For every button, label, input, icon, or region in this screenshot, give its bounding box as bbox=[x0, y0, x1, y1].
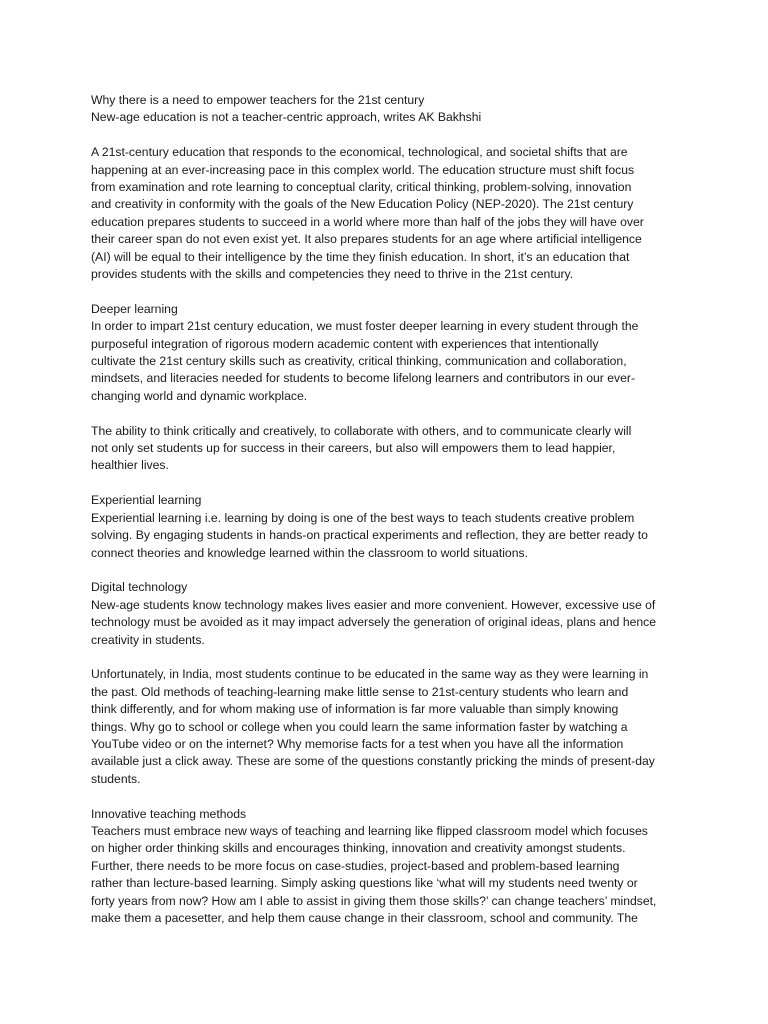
paragraph-line: education prepares students to succeed in a world where more than half of the jobs they will have over bbox=[91, 214, 644, 229]
document-page bbox=[91, 92, 681, 927]
paragraph-line: from examination and rote learning to conceptual clarity, critical thinking, problem-solving, innovation bbox=[91, 180, 632, 195]
paragraph-line: Experiential learning bbox=[91, 493, 202, 508]
paragraph-line: connect theories and knowledge learned within the classroom to world situations. bbox=[91, 545, 528, 560]
paragraph-line: things. Why go to school or college when you could learn the same information faster by watching a bbox=[91, 719, 628, 734]
paragraph-line: provides students with the skills and competencies they need to thrive in the 21st century. bbox=[91, 267, 574, 282]
paragraph bbox=[91, 301, 681, 405]
paragraph-line: healthier lives. bbox=[91, 458, 169, 473]
paragraph-line: Experiential learning i.e. learning by doing is one of the best ways to teach students creative problem bbox=[91, 510, 635, 525]
paragraph-line: their career span do not even exist yet. It also prepares students for an age where artificial intelligence bbox=[91, 232, 642, 247]
paragraph-line: creativity in students. bbox=[91, 632, 205, 647]
paragraph-line: think differently, and for whom making use of information is far more valuable than simply knowing bbox=[91, 702, 619, 717]
paragraph bbox=[91, 423, 681, 475]
paragraph-line: Deeper learning bbox=[91, 301, 178, 316]
paragraph-line: technology must be avoided as it may impact adversely the generation of original ideas, plans and hence bbox=[91, 615, 657, 630]
document-title: Why there is a need to empower teachers for the 21st century bbox=[91, 93, 425, 107]
paragraph-line: mindsets, and literacies needed for students to become lifelong learners and contributors in our ever- bbox=[91, 371, 635, 386]
paragraph-line: not only set students up for success in their careers, but also will empowers them to lead happier, bbox=[91, 441, 616, 456]
paragraph-line: The ability to think critically and creatively, to collaborate with others, and to communicate clearly will bbox=[91, 423, 632, 438]
document-body bbox=[91, 144, 681, 927]
paragraph-line: Unfortunately, in India, most students continue to be educated in the same way as they were learning in bbox=[91, 667, 649, 682]
document-header bbox=[91, 92, 681, 127]
paragraph-line: changing world and dynamic workplace. bbox=[91, 388, 308, 403]
paragraph-line: students. bbox=[91, 771, 141, 786]
paragraph-line: Digital technology bbox=[91, 580, 188, 595]
paragraph-line: and creativity in conformity with the goals of the New Education Policy (NEP-2020). The 21st century bbox=[91, 197, 634, 212]
paragraph-line: A 21st-century education that responds to the economical, technological, and societal shifts that are bbox=[91, 145, 628, 160]
paragraph-line: on higher order thinking skills and encourages thinking, innovation and creativity amongst students. bbox=[91, 841, 626, 856]
paragraph bbox=[91, 806, 681, 928]
paragraph-line: available just a click away. These are some of the questions constantly pricking the minds of present-day bbox=[91, 754, 655, 769]
paragraph-line: forty years from now? How am I able to assist in giving them those skills?’ can change teachers’ mindset, bbox=[91, 893, 657, 908]
paragraph-line: Innovative teaching methods bbox=[91, 806, 247, 821]
paragraph-line: make them a pacesetter, and help them cause change in their classroom, school and community. The bbox=[91, 910, 638, 925]
paragraph bbox=[91, 492, 681, 562]
paragraph-line: Teachers must embrace new ways of teaching and learning like flipped classroom model which focuses bbox=[91, 823, 648, 838]
paragraph-line: solving. By engaging students in hands-on practical experiments and reflection, they are better ready to bbox=[91, 528, 648, 543]
paragraph-line: (AI) will be equal to their intelligence by the time they finish education. In short, it’s an education that bbox=[91, 249, 630, 264]
paragraph-line: In order to impart 21st century education, we must foster deeper learning in every student through the bbox=[91, 319, 639, 334]
paragraph-line: the past. Old methods of teaching-learning make little sense to 21st-century students who learn and bbox=[91, 684, 629, 699]
paragraph bbox=[91, 144, 681, 283]
paragraph bbox=[91, 666, 681, 788]
paragraph-line: rather than lecture-based learning. Simply asking questions like ‘what will my students need twenty or bbox=[91, 876, 638, 891]
paragraph-line: Further, there needs to be more focus on case-studies, project-based and problem-based learning bbox=[91, 858, 620, 873]
document-subtitle: New-age education is not a teacher-centric approach, writes AK Bakhshi bbox=[91, 110, 482, 125]
paragraph-line: happening at an ever-increasing pace in this complex world. The education structure must shift focus bbox=[91, 162, 635, 177]
paragraph-line: New-age students know technology makes lives easier and more convenient. However, excessive use of bbox=[91, 597, 656, 612]
paragraph-line: purposeful integration of rigorous modern academic content with experiences that intentionally bbox=[91, 336, 599, 351]
paragraph-line: cultivate the 21st century skills such as creativity, critical thinking, communication and collaboration, bbox=[91, 354, 627, 369]
paragraph-line: YouTube video or on the internet? Why memorise facts for a test when you have all the information bbox=[91, 736, 624, 751]
paragraph bbox=[91, 579, 681, 649]
